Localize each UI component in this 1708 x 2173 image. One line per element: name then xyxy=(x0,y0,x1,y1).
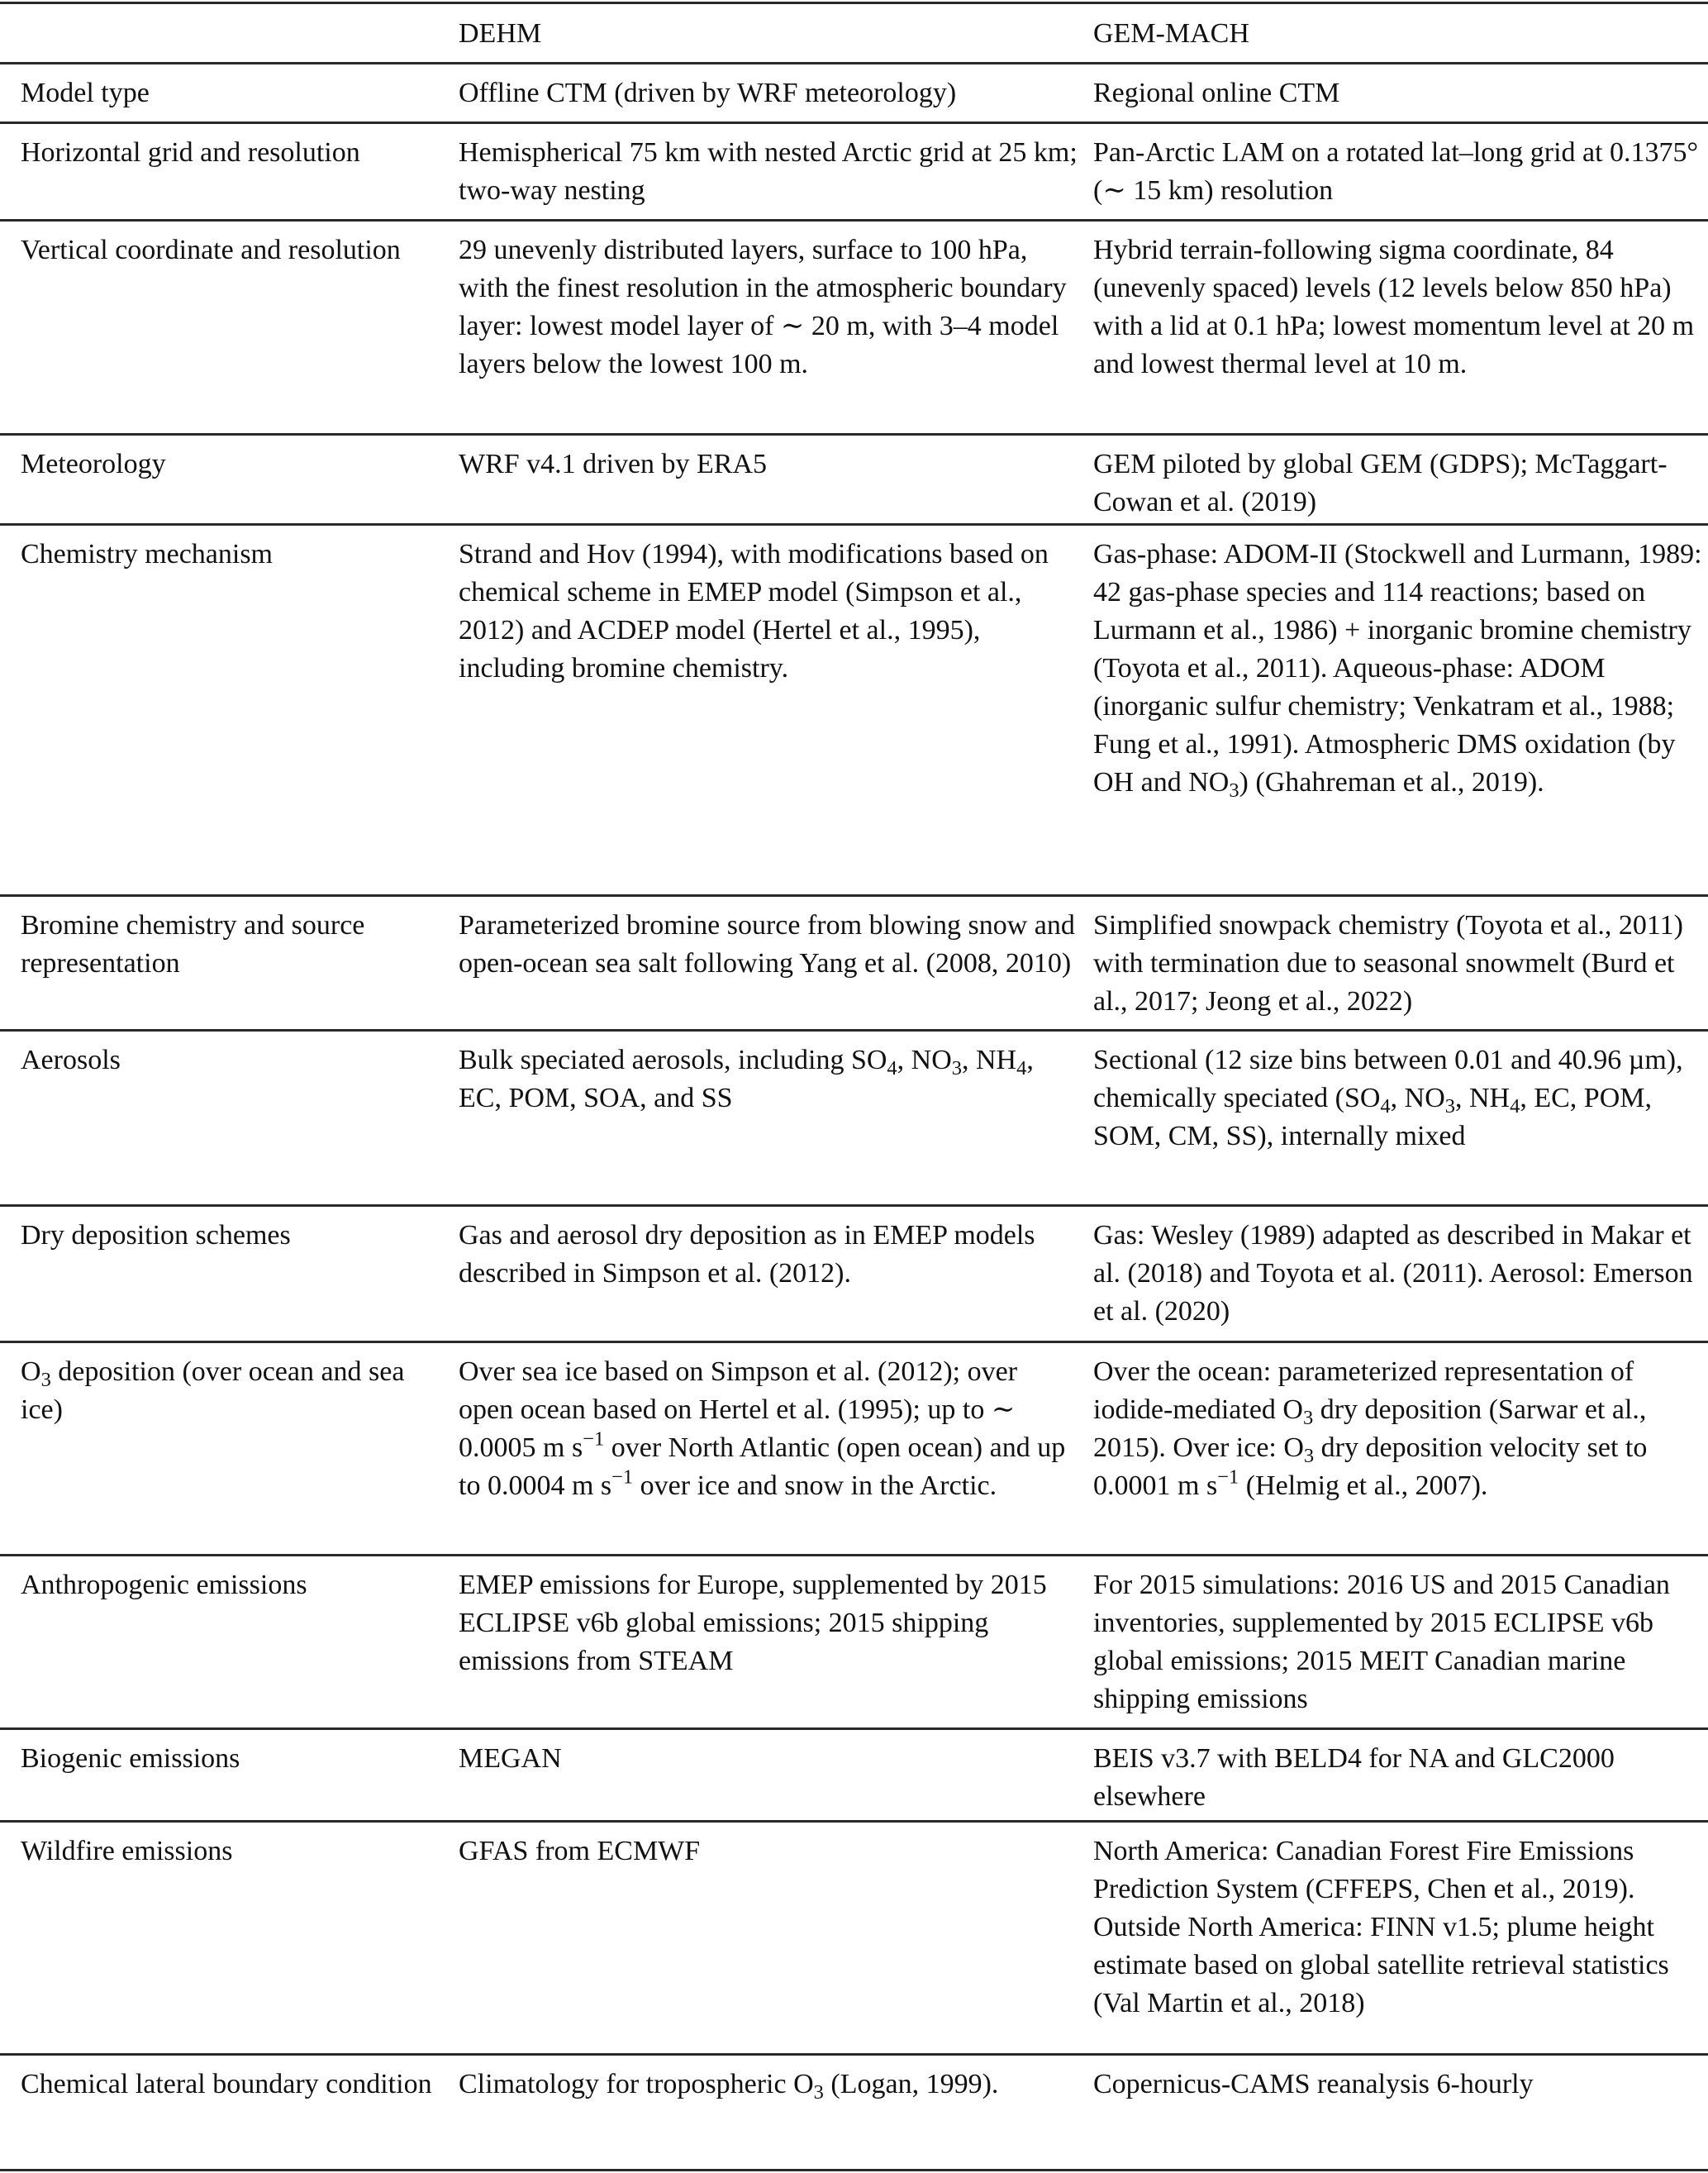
text-part: , NH xyxy=(962,1045,1017,1075)
row-label xyxy=(21,1353,442,1429)
text-part: Bulk speciated aerosols, including SO xyxy=(459,1045,887,1075)
table-row-o3-deposition xyxy=(0,1341,1708,1554)
table-row-biogenic-emissions xyxy=(0,1727,1708,1820)
subscript: 3 xyxy=(1229,779,1239,802)
dehm-cell: 29 unevenly distributed layers, surface to 100 hPa, with the finest resolution in the atmospheric boundary layer: lowest model layer of ∼ 20 m, with 3–4 model layers below the lowest 100 m. xyxy=(459,235,1067,379)
subscript: 4 xyxy=(1510,1094,1520,1117)
row-label: Meteorology xyxy=(21,449,166,479)
table-row-lateral-boundary xyxy=(0,2053,1708,2171)
gem-mach-cell: For 2015 simulations: 2016 US and 2015 Canadian inventories, supplemented by 2015 ECLIPSE v6b global emissions; 2015 MEIT Canadian marine shipping emissions xyxy=(1093,1570,1670,1714)
header-gem-mach: GEM-MACH xyxy=(1093,18,1249,49)
table-row-bromine-chemistry xyxy=(0,894,1708,1029)
gem-mach-cell xyxy=(1093,1041,1705,1156)
dehm-cell: EMEP emissions for Europe, supplemented by 2015 ECLIPSE v6b global emissions; 2015 shipping emissions from STEAM xyxy=(459,1570,1047,1676)
gem-mach-cell: North America: Canadian Forest Fire Emissions Prediction System (CFFEPS, Chen et al., 2019). Outside North America: FINN v1.5; plume height estimate based on global satellite retrieval statistics (Val Martin et al., 2018) xyxy=(1093,1836,1669,2018)
text-part: , EC, POM, SOA, and SS xyxy=(459,1045,1034,1113)
superscript: −1 xyxy=(611,1465,634,1489)
text-part: deposition (over ocean and sea ice) xyxy=(21,1356,405,1425)
table-row-meteorology xyxy=(0,433,1708,523)
text-part: Climatology for tropospheric O xyxy=(459,2069,814,2099)
subscript: 4 xyxy=(1380,1094,1391,1117)
subscript: 3 xyxy=(951,1056,962,1079)
text-part: Sectional (12 size bins between 0.01 and 40.96 µm), chemically speciated (SO xyxy=(1093,1045,1683,1113)
text-part: , NO xyxy=(897,1045,952,1075)
table-row-aerosols xyxy=(0,1029,1708,1204)
table-row-wildfire-emissions xyxy=(0,1820,1708,2053)
row-label: Dry deposition schemes xyxy=(21,1220,291,1251)
text-part: , NH xyxy=(1455,1083,1511,1113)
text-part: over North Atlantic (open ocean) and up to 0.0004 m s xyxy=(459,1432,1066,1501)
superscript: −1 xyxy=(1217,1465,1239,1489)
header-dehm: DEHM xyxy=(459,18,542,49)
row-label: Wildfire emissions xyxy=(21,1836,233,1866)
text-part: Gas-phase: ADOM-II (Stockwell and Lurmann, 1989: 42 gas-phase species and 114 reactions; based on Lurmann et al., 1986) + inorganic bromine chemistry (Toyota et al., 2011). Aqueous-phase: ADOM (inorganic sulfur chemistry; Venkatram et al., 1988; Fung et al., 1991). Atmospheric DMS oxidation (by OH and NO xyxy=(1093,539,1702,798)
model-comparison-table xyxy=(0,2,1708,2171)
subscript: 3 xyxy=(813,2080,824,2104)
row-label: Bromine chemistry and source representation xyxy=(21,910,365,979)
table-row-anthropogenic-emissions xyxy=(0,1554,1708,1727)
gem-mach-cell xyxy=(1093,1353,1705,1505)
row-label: Horizontal grid and resolution xyxy=(21,137,360,168)
dehm-cell xyxy=(459,1353,1078,1505)
dehm-cell: GFAS from ECMWF xyxy=(459,1836,701,1866)
subscript: 3 xyxy=(40,1368,51,1391)
table-row-dry-deposition xyxy=(0,1204,1708,1341)
table-row-chemistry-mechanism xyxy=(0,523,1708,894)
subscript: 3 xyxy=(1302,1406,1314,1429)
row-label: Chemistry mechanism xyxy=(21,539,274,569)
row-label: Anthropogenic emissions xyxy=(21,1570,307,1600)
row-label: Chemical lateral boundary condition xyxy=(21,2069,432,2099)
text-part: dry deposition velocity set to 0.0001 m s xyxy=(1093,1432,1648,1501)
text-part: , NO xyxy=(1390,1083,1445,1113)
row-label: Aerosols xyxy=(21,1045,121,1075)
dehm-cell: Offline CTM (driven by WRF meteorology) xyxy=(459,78,957,108)
gem-mach-cell: Simplified snowpack chemistry (Toyota et al., 2011) with termination due to seasonal snowmelt (Burd et al., 2017; Jeong et al., 2022) xyxy=(1093,910,1683,1017)
gem-mach-cell: Copernicus-CAMS reanalysis 6-hourly xyxy=(1093,2069,1534,2099)
superscript: −1 xyxy=(583,1427,605,1451)
text-part: (Logan, 1999). xyxy=(823,2069,999,2099)
dehm-cell: Parameterized bromine source from blowing snow and open-ocean sea salt following Yang et al. (2008, 2010) xyxy=(459,910,1075,979)
gem-mach-cell: Regional online CTM xyxy=(1093,78,1340,108)
text-part: Over sea ice based on Simpson et al. (2012); over open ocean based on Hertel et al. (1995); up to ∼ 0.0005 m s xyxy=(459,1356,1018,1463)
text-part: O xyxy=(21,1356,41,1387)
gem-mach-cell: Gas: Wesley (1989) adapted as described in Makar et al. (2018) and Toyota et al. (2011). Aerosol: Emerson et al. (2020) xyxy=(1093,1220,1693,1327)
row-label: Vertical coordinate and resolution xyxy=(21,235,401,265)
row-label: Model type xyxy=(21,78,150,108)
dehm-cell: MEGAN xyxy=(459,1743,562,1774)
table-row-horizontal-grid xyxy=(0,122,1708,219)
dehm-cell: Strand and Hov (1994), with modifications based on chemical scheme in EMEP model (Simpson et al., 2012) and ACDEP model (Hertel et al., 1995), including bromine chemistry. xyxy=(459,539,1049,684)
dehm-cell xyxy=(459,1041,1078,1117)
subscript: 3 xyxy=(1303,1444,1315,1467)
subscript: 3 xyxy=(1444,1094,1455,1117)
subscript: 4 xyxy=(1016,1056,1027,1079)
gem-mach-cell: Hybrid terrain-following sigma coordinate, 84 (unevenly spaced) levels (12 levels below 850 hPa) with a lid at 0.1 hPa; lowest momentum level at 20 m and lowest thermal level at 10 m. xyxy=(1093,235,1695,379)
gem-mach-cell: BEIS v3.7 with BELD4 for NA and GLC2000 elsewhere xyxy=(1093,1743,1615,1812)
row-label: Biogenic emissions xyxy=(21,1743,240,1774)
text-part: , EC, POM, SOM, CM, SS), internally mixed xyxy=(1093,1083,1652,1151)
table-row-vertical-coordinate xyxy=(0,219,1708,433)
subscript: 4 xyxy=(887,1056,897,1079)
dehm-cell: Gas and aerosol dry deposition as in EMEP models described in Simpson et al. (2012). xyxy=(459,1220,1035,1289)
table-row-model-type xyxy=(0,62,1708,122)
text-part: (Helmig et al., 2007). xyxy=(1239,1470,1488,1501)
dehm-cell: Hemispherical 75 km with nested Arctic grid at 25 km; two-way nesting xyxy=(459,137,1078,206)
text-part: ) (Ghahreman et al., 2019). xyxy=(1239,767,1544,798)
dehm-cell: WRF v4.1 driven by ERA5 xyxy=(459,449,768,479)
text-part: over ice and snow in the Arctic. xyxy=(633,1470,997,1501)
text-part: Over the ocean: parameterized representation of iodide-mediated O xyxy=(1093,1356,1634,1425)
dehm-cell xyxy=(459,2066,1078,2104)
table-header-row xyxy=(0,2,1708,62)
text-part: dry deposition (Sarwar et al., 2015). Over ice: O xyxy=(1093,1394,1647,1463)
gem-mach-cell xyxy=(1093,536,1705,802)
gem-mach-cell: GEM piloted by global GEM (GDPS); McTaggart-Cowan et al. (2019) xyxy=(1093,449,1668,517)
gem-mach-cell: Pan-Arctic LAM on a rotated lat–long grid at 0.1375° (∼ 15 km) resolution xyxy=(1093,137,1699,206)
